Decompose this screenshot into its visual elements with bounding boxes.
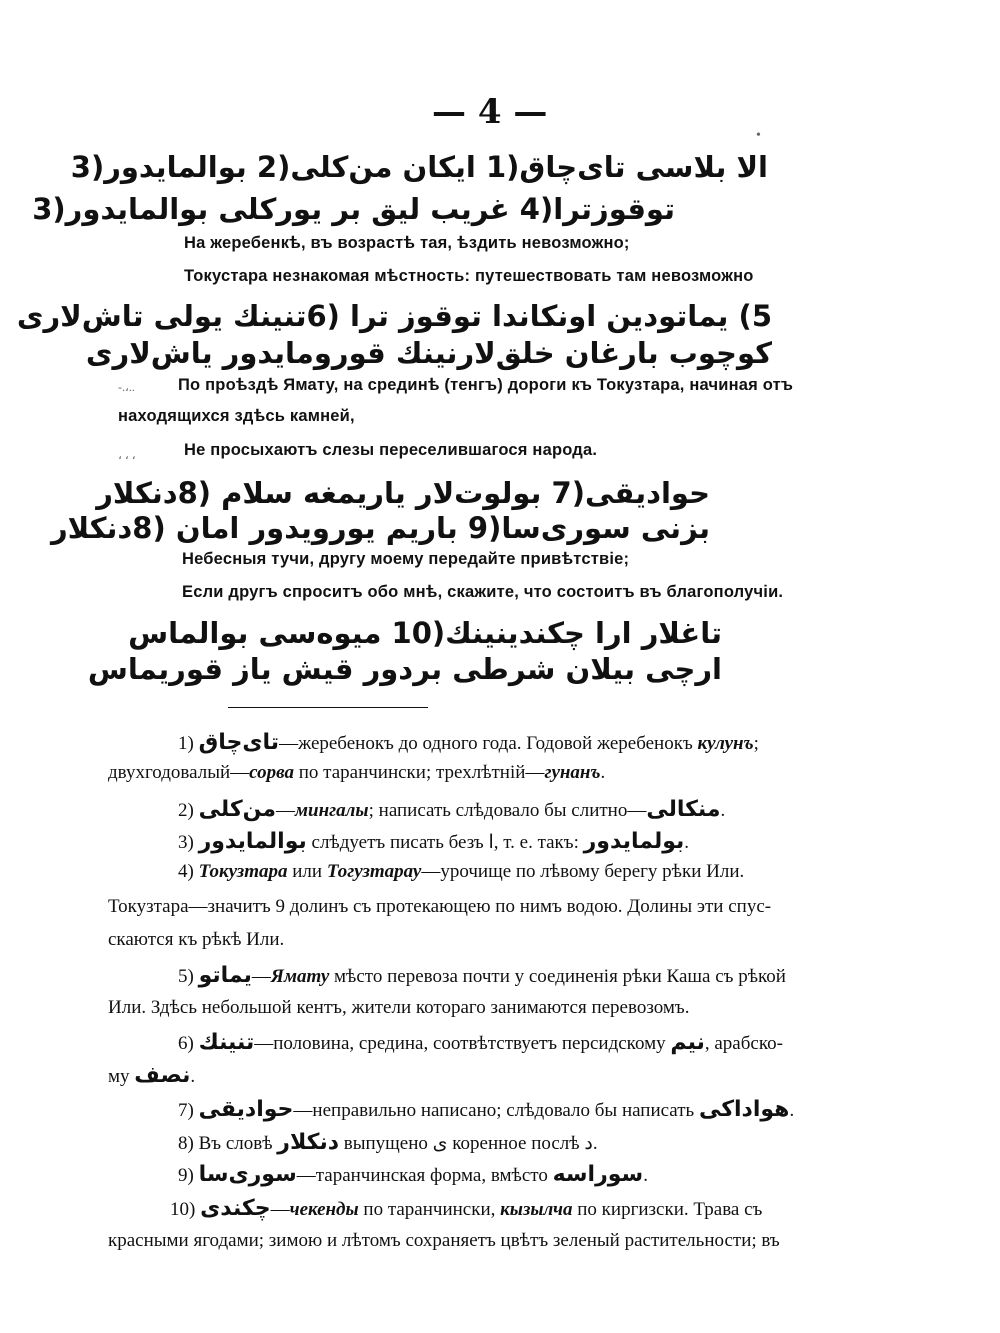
footnote-italic-term: Токузтара (198, 861, 288, 882)
verse2-arabic-line2: کوچوب بارغان خلق‌لارنینك قورومایدور یاش‌لاری (85, 336, 772, 370)
verse3-russian-line1: Небесныя тучи, другу моему передайте привѣтствіе; (182, 550, 630, 568)
footnote-line (178, 829, 689, 854)
footnote-line (108, 896, 771, 918)
footnote-arabic-word: تای‌چاق (198, 730, 280, 755)
footnote-line (178, 1162, 648, 1187)
verse2-russian-line3: Не просыхаютъ слезы переселившагося народа. (184, 441, 598, 459)
footnote-line (170, 1196, 762, 1221)
footnote-text: . (789, 1100, 795, 1121)
footnote-number: 4) (178, 861, 199, 882)
verse2-russian-line2: находящихся здѣсь камней, (118, 407, 355, 425)
footnote-text: Въ словѣ (198, 1133, 278, 1154)
footnote-number: 2) (178, 800, 199, 821)
footnote-line (108, 1063, 195, 1088)
verse1-arabic-line1: الا بلاسی تای‌چاق(1 ایکان من‌کلی(2 بوالمایدور(3 (70, 150, 768, 184)
footnote-text: . (600, 762, 606, 783)
footnote-italic-term: Тогузтарау (326, 861, 422, 882)
footnote-line (108, 929, 284, 951)
footnote-arabic-word: بوالمایدور (198, 829, 307, 854)
footnote-number: 7) (178, 1100, 199, 1121)
footnote-arabic-word: سوراسه (552, 1162, 644, 1187)
footnote-italic-term: сорва (249, 762, 294, 783)
footnote-arabic-word: حوادیقی (198, 1097, 294, 1122)
footnote-line (178, 861, 744, 883)
footnote-number: 6) (178, 1033, 199, 1054)
verse2-arabic-line1: 5) یماتودین اونکاندا توقوز ترا (6تنینك یولی تاش‌لاری (16, 299, 772, 333)
footnote-line (178, 797, 725, 822)
footnote-text: му (108, 1066, 135, 1087)
footnote-arabic-word: سوری‌سا (198, 1162, 297, 1187)
footnote-text: слѣдуетъ писать безъ ا, т. е. такъ: (306, 832, 584, 853)
footnote-text: или (287, 861, 327, 882)
footnote-text: двухгодовалый— (108, 762, 250, 783)
footnote-italic-term: кызылча (500, 1199, 573, 1220)
footnote-number: 8) (178, 1133, 199, 1154)
footnote-text: мѣсто перевоза почти у соединенія рѣки Каша съ рѣкой (329, 966, 786, 987)
footnote-text: Или. Здѣсь небольшой кентъ, жители котораго занимаются перевозомъ. (108, 997, 690, 1018)
page-number: — 4 — (432, 92, 548, 132)
footnote-number: 1) (178, 733, 199, 754)
footnote-text: . (720, 800, 726, 821)
verse1-russian-line2: Токустара незнакомая мѣстность: путешествовать там невозможно (184, 267, 754, 285)
verse3-arabic-line1: حوادیقی(7 بولوت‌لار یاریمغه سلام (8دنکلار (96, 476, 710, 510)
footnote-text: , арабско- (704, 1033, 783, 1054)
margin-mark: -.،.. (118, 380, 135, 394)
footnote-text: по таранчински; трехлѣтній— (294, 762, 545, 783)
footnote-text: —урочище по лѣвому берегу рѣки Или. (421, 861, 745, 882)
footnote-text: красными ягодами; зимою и лѣтомъ сохраняетъ цвѣтъ зеленый растительности; въ (108, 1230, 780, 1251)
verse3-arabic-line2: بزنی سوری‌سا(9 باریم یورویدور امان (8دنکلار (50, 511, 710, 545)
footnote-italic-term: кулунъ (697, 733, 754, 754)
footnote-arabic-word: چکندی (200, 1196, 271, 1221)
footnote-italic-term: чекенды (289, 1199, 359, 1220)
footnote-text: —неправильно написано; слѣдовало бы написать (293, 1100, 699, 1121)
footnote-number: 10) (170, 1199, 201, 1220)
footnote-text: по киргизски. Трава съ (572, 1199, 763, 1220)
footnote-text: ; написать слѣдовало бы слитно— (368, 800, 647, 821)
footnote-text: скаются къ рѣкѣ Или. (108, 929, 285, 950)
footnote-text: — (276, 800, 296, 821)
footnote-arabic-word: یماتو (198, 963, 252, 988)
footnote-arabic-word: بولمایدور (583, 829, 685, 854)
footnote-number: 3) (178, 832, 199, 853)
footnote-line (108, 1230, 780, 1252)
verse3-russian-line2: Если другъ спроситъ обо мнѣ, скажите, что состоитъ въ благополучіи. (182, 583, 784, 601)
margin-mark: ، ، ، (118, 448, 136, 462)
footnote-arabic-word: من‌کلی (198, 797, 277, 822)
footnote-line (178, 963, 786, 988)
footnote-text: —жеребенокъ до одного года. Годовой жеребенокъ (279, 733, 698, 754)
footnote-line (178, 1130, 598, 1155)
footnote-arabic-word: هواداکی (698, 1097, 790, 1122)
footnote-separator (228, 707, 428, 708)
footnote-line (178, 730, 759, 755)
verse4-arabic-line1: تاغلار ارا چکندینینك(10 میوه‌سی بوالماس (128, 616, 722, 650)
verse2-russian-line1: По проѣздѣ Ямату, на срединѣ (тенгъ) дороги къ Токузтара, начиная отъ (178, 376, 794, 394)
footnote-italic-term: Ямату (270, 966, 330, 987)
footnote-line (108, 762, 605, 784)
footnote-text: —таранчинская форма, вмѣсто (296, 1165, 553, 1186)
footnote-text: —половина, средина, соотвѣтствуетъ персидскому (254, 1033, 671, 1054)
footnote-line (108, 997, 689, 1019)
footnote-text: Токузтара—значитъ 9 долинъ съ протекающею по нимъ водою. Долины эти спус- (108, 896, 772, 917)
verse1-arabic-line2: توقوزترا(4 غریب لیق بر یورکلی بوالمایدور(3 (32, 192, 675, 226)
verse1-russian-line1: На жеребенкѣ, въ возрастѣ тая, ѣздить невозможно; (184, 234, 630, 252)
footnote-line (178, 1030, 783, 1055)
footnote-italic-term: мингалы (295, 800, 369, 821)
footnote-arabic-word: دنکلار (277, 1130, 339, 1155)
footnote-text: . (190, 1066, 196, 1087)
footnote-arabic-word: نیم (670, 1030, 705, 1055)
footnote-text: по таранчински, (358, 1199, 501, 1220)
verse4-arabic-line2: ارچی بیلان شرطی بردور قیش یاز قوریماس (87, 652, 722, 686)
footnote-line (178, 1097, 794, 1122)
footnote-arabic-word: تنینك (198, 1030, 255, 1055)
footnote-text: выпущено ی коренное послѣ د. (339, 1133, 598, 1154)
footnote-italic-term: гунанъ (544, 762, 601, 783)
footnote-text: . (684, 832, 690, 853)
footnote-text: — (270, 1199, 290, 1220)
footnote-text: . (643, 1165, 648, 1186)
footnote-text: — (251, 966, 271, 987)
ink-dot: • (756, 128, 761, 143)
footnote-text: ; (753, 733, 759, 754)
footnote-number: 5) (178, 966, 199, 987)
footnote-number: 9) (178, 1165, 199, 1186)
footnote-arabic-word: نصف (134, 1063, 191, 1088)
footnote-arabic-word: منکالی (646, 797, 721, 822)
